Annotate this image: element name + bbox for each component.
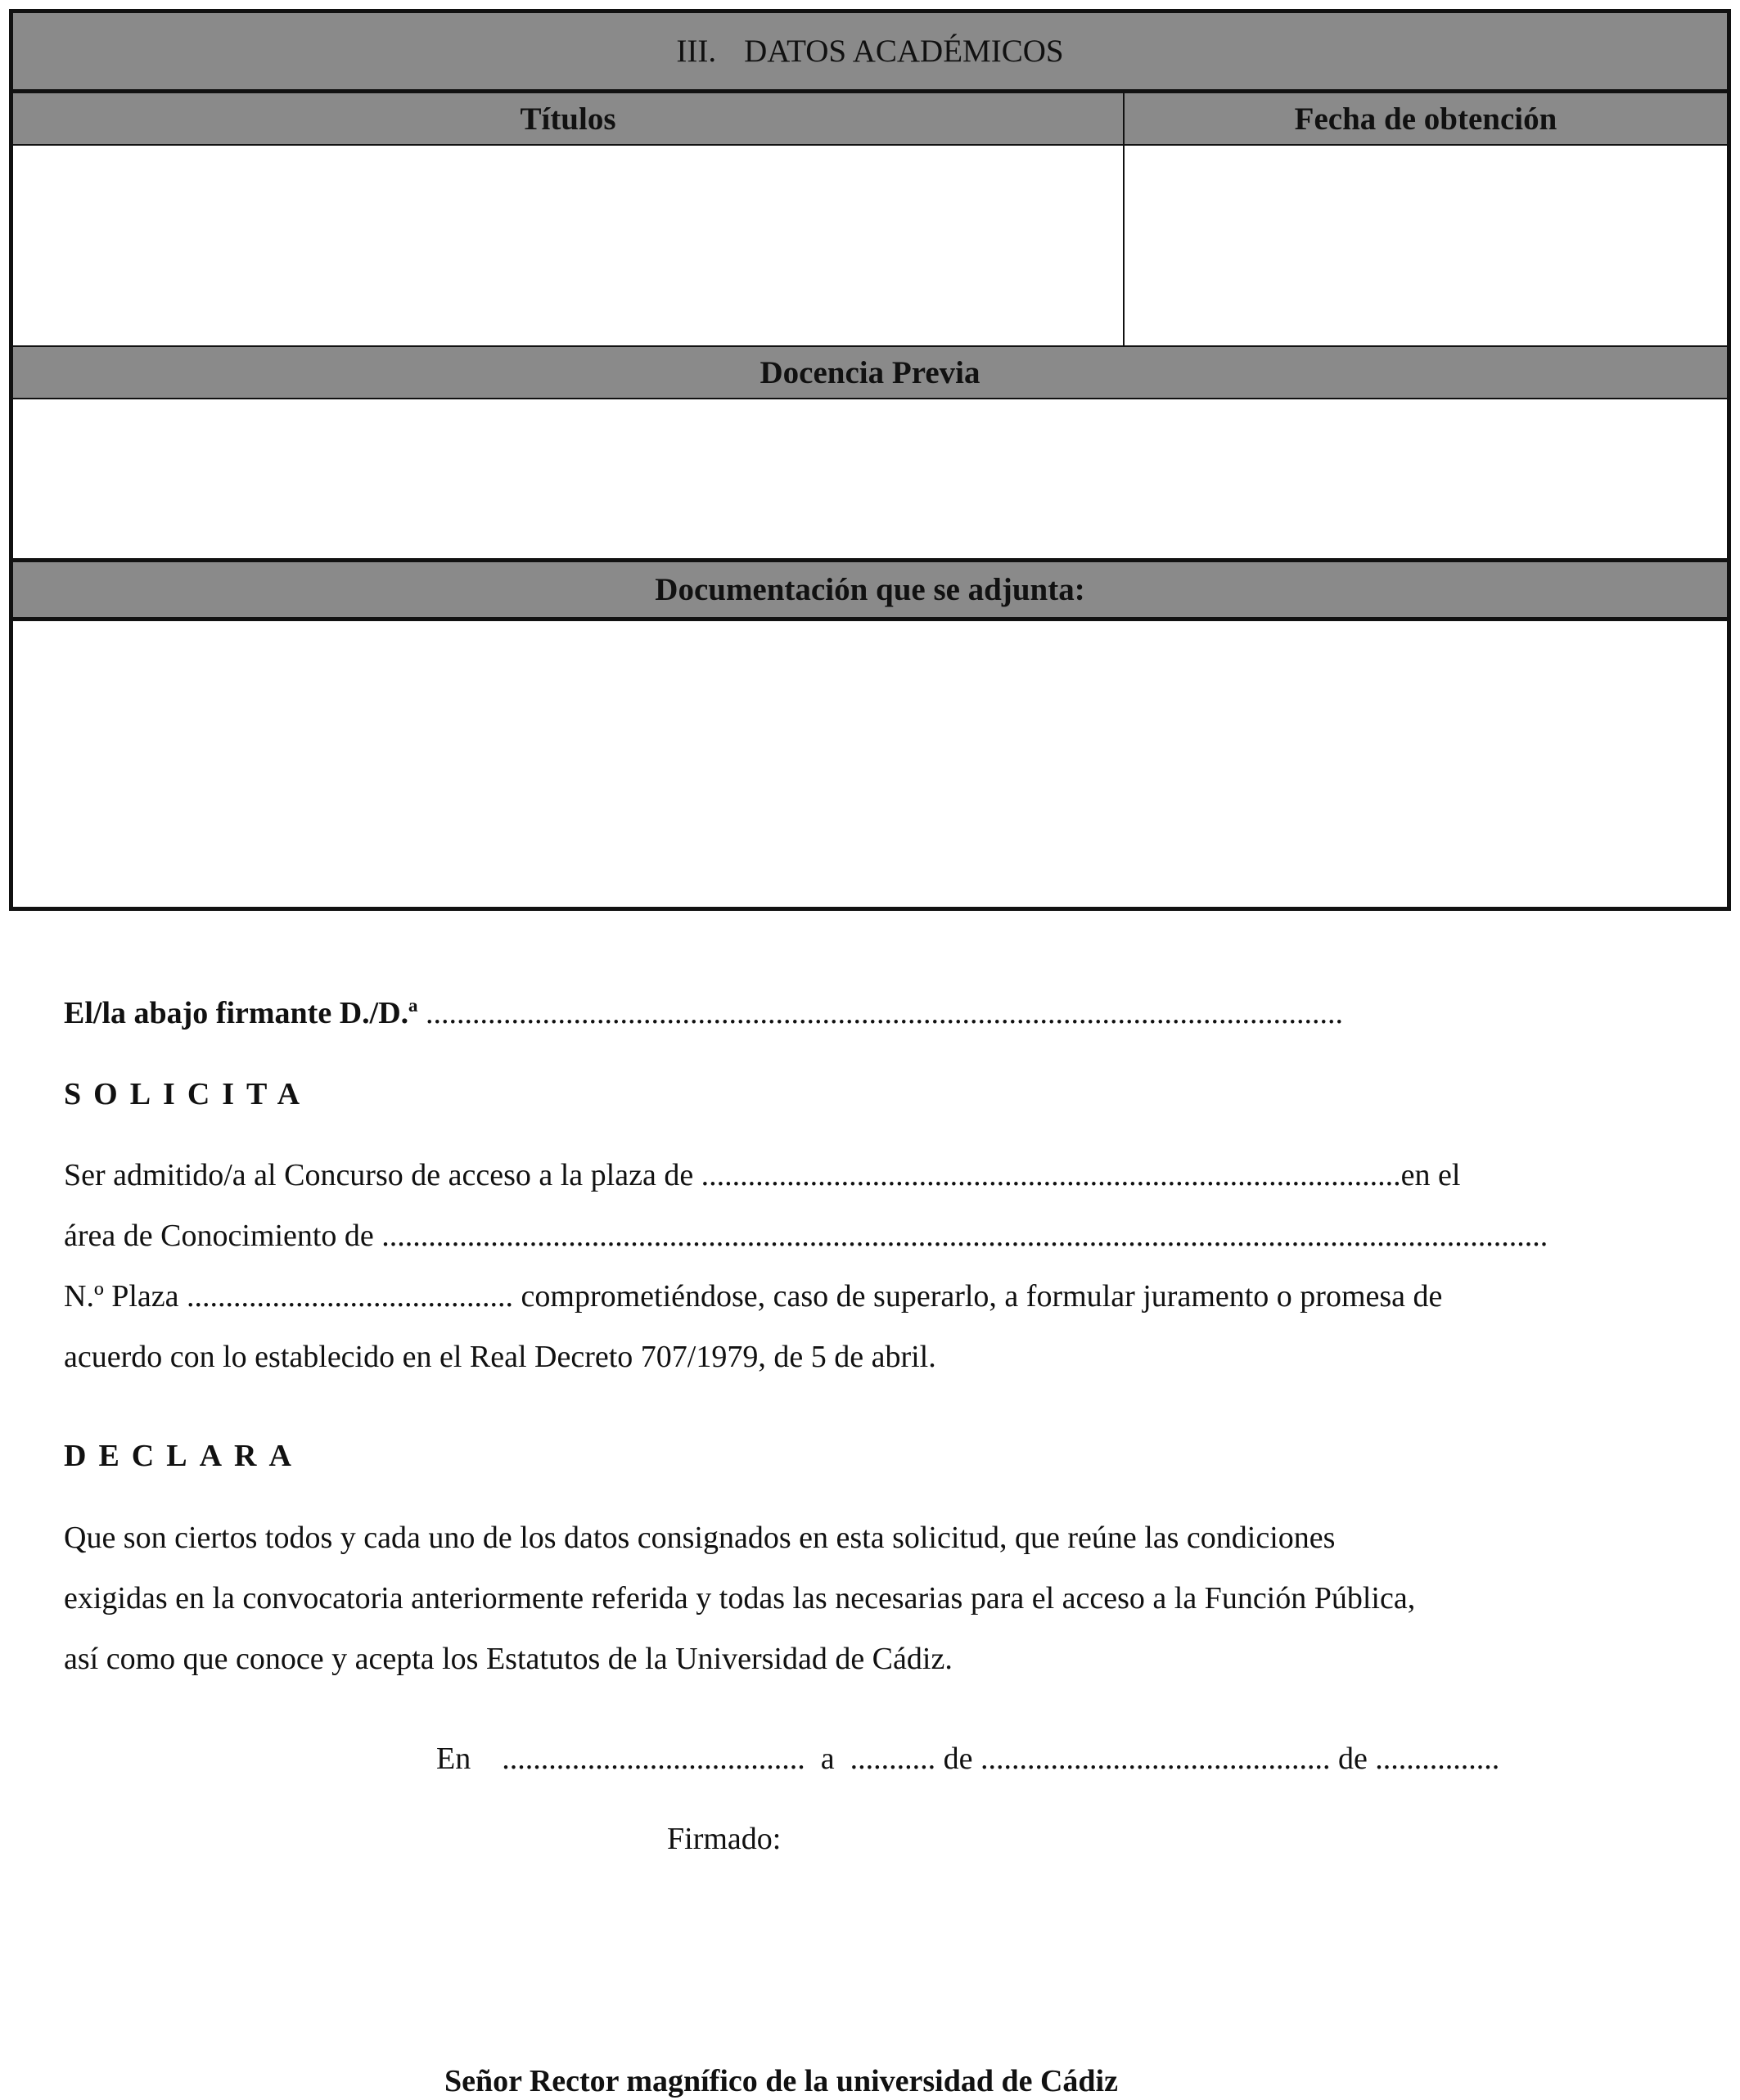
solicita-heading: SOLICITA <box>64 1077 313 1111</box>
academic-data-table <box>9 9 1731 911</box>
solicita-line-3: N.º Plaza .......................................... comprometiéndose, caso de superarlo, a formular juramento o promesa de <box>64 1279 1443 1314</box>
column-divider <box>1123 93 1125 345</box>
date-column-header <box>1125 93 1727 144</box>
prior-teaching-label: Docencia Previa <box>760 354 980 390</box>
attached-docs-header <box>13 562 1727 617</box>
date-input-area[interactable] <box>1125 146 1727 345</box>
signer-label: El/la abajo firmante D./D.ª <box>64 996 418 1030</box>
declara-line-1: Que son ciertos todos y cada uno de los datos consignados en esta solicitud, que reúne las condiciones <box>64 1521 1336 1555</box>
place-date-line[interactable]: En ....................................... a ........... de ............................................. de ................ <box>436 1742 1500 1776</box>
prior-teaching-input-area[interactable] <box>13 399 1727 558</box>
attached-docs-input-area[interactable] <box>13 621 1727 907</box>
addressee: Señor Rector magnífico de la universidad de Cádiz <box>444 2064 1118 2098</box>
section-number: III. <box>676 34 717 69</box>
attached-docs-label: Documentación que se adjunta: <box>655 572 1085 607</box>
signer-name-field[interactable]: ...................................................................................................................... <box>417 996 1344 1030</box>
declara-line-2: exigidas en la convocatoria anteriormente referida y todas las necesarias para el acceso a la Función Pública, <box>64 1581 1416 1616</box>
signed-label: Firmado: <box>667 1822 782 1856</box>
section-title: DATOS ACADÉMICOS <box>744 34 1064 69</box>
declara-line-3: así como que conoce y acepta los Estatutos de la Universidad de Cádiz. <box>64 1642 953 1676</box>
titles-header-label: Títulos <box>520 101 616 137</box>
solicita-line-2: área de Conocimiento de ...................................................................................................................................................... <box>64 1219 1548 1253</box>
prior-teaching-header <box>13 347 1727 398</box>
titles-input-area[interactable] <box>13 146 1123 345</box>
declara-heading: DECLARA <box>64 1439 304 1473</box>
solicita-line-4: acuerdo con lo establecido en el Real Decreto 707/1979, de 5 de abril. <box>64 1340 936 1374</box>
date-header-label: Fecha de obtención <box>1294 101 1557 137</box>
titles-column-header <box>13 93 1123 144</box>
solicita-line-1: Ser admitido/a al Concurso de acceso a la plaza de ..........................................................................................en el <box>64 1158 1461 1192</box>
section-header <box>13 13 1727 89</box>
signer-line <box>64 998 1343 1029</box>
